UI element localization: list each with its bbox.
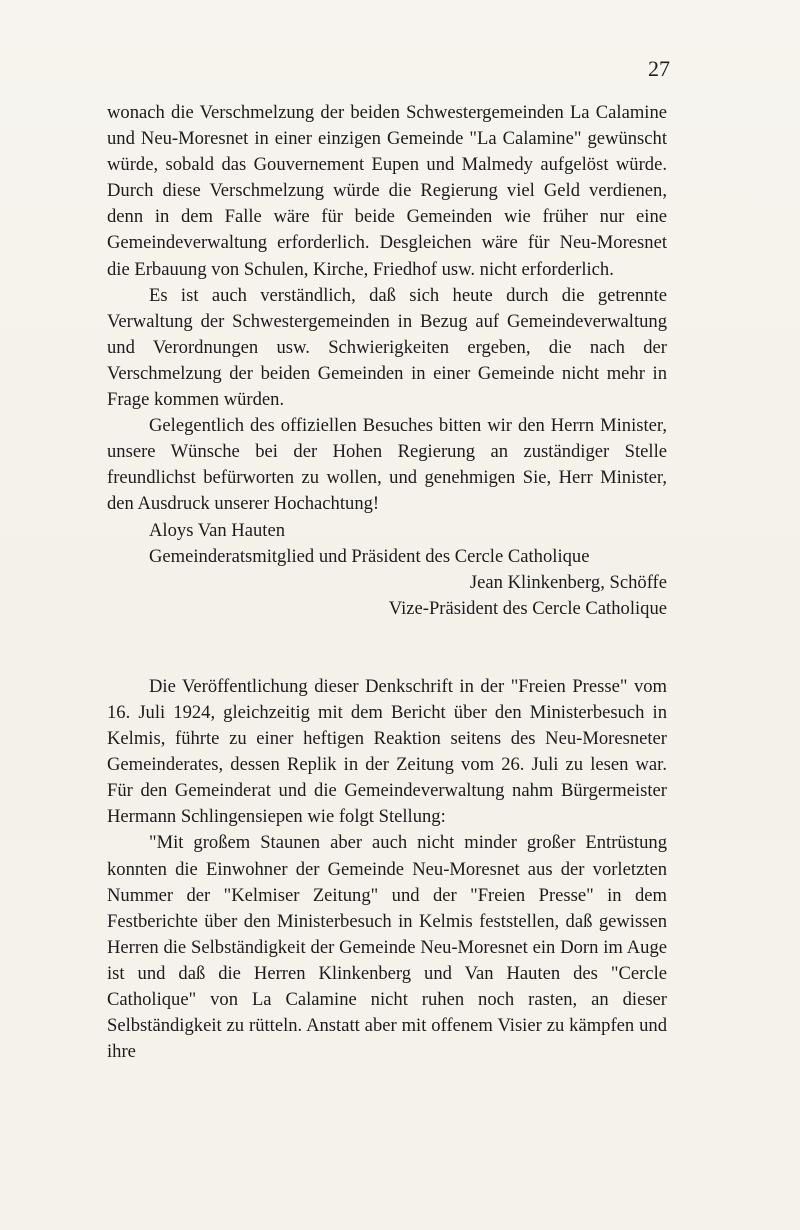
signature-1-title: Gemeinderatsmitglied und Präsident des Cercle Catholique	[149, 545, 590, 567]
signature-1-name: Aloys Van Hauten	[149, 519, 285, 541]
paragraph-4: Die Veröffentlichung dieser Denkschrift in der "Freien Presse" vom 16. Juli 1924, gleichzeitig mit dem Bericht über den Ministerbesuch in Kelmis, führte zu einer heftigen Reaktion seitens des Neu-Moresneter Gemeinderates, dessen Replik in der Zeitung vom 26. Juli zu lesen war. Für den Gemeinderat und die Gemeindeverwaltung nahm Bürgermeister Hermann Schlingensiepen wie folgt Stellung:	[107, 675, 667, 828]
section-gap	[107, 622, 667, 674]
paragraph-5: "Mit großem Staunen aber auch nicht minder großer Entrüstung konnten die Einwohner der Gemeinde Neu-Moresnet aus der vorletzten Nummer der "Kelmiser Zeitung" und der "Freien Presse" in dem Festberichte über den Ministerbesuch in Kelmis feststellen, daß gewissen Herren die Selbständigkeit der Gemeinde Neu-Moresnet ein Dorn im Auge ist und daß die Herren Klinkenberg und Van Hauten des "Cercle Catholique" von La Calamine nicht ruhen noch rasten, an dieser Selbständigkeit zu rütteln. Anstatt aber mit offenem Visier zu kämpfen und ihre	[107, 832, 667, 1063]
signature-2-title: Vize-Präsident des Cercle Catholique	[388, 597, 667, 619]
paragraph-2: Es ist auch verständlich, daß sich heute durch die getrennte Verwaltung der Schwestergemeinden in Bezug auf Gemeindeverwaltung und Verordnungen usw. Schwierigkeiten ergeben, die nach der Verschmelzung der beiden Gemeinden in einer Gemeinde nicht mehr in Frage kommen würden.	[107, 284, 667, 411]
paragraph-1: wonach die Verschmelzung der beiden Schwestergemeinden La Calamine und Neu-Moresnet in einer einzigen Gemeinde "La Calamine" gewünscht würde, sobald das Gouvernement Eupen und Malmedy aufgelöst würde. Durch diese Verschmelzung würde die Regierung viel Geld verdienen, denn in dem Falle wäre für beide Gemeinden wie früher nur eine Gemeindeverwaltung erforderlich. Desgleichen wäre für Neu-Moresnet die Erbauung von Schulen, Kirche, Friedhof usw. nicht erforderlich.	[107, 102, 667, 280]
paragraph-3: Gelegentlich des offiziellen Besuches bitten wir den Herrn Minister, unsere Wünsche bei der Hohen Regierung an zuständiger Stelle freundlichst befürworten zu wollen, und genehmigen Sie, Herr Minister, den Ausdruck unserer Hochachtung!	[107, 415, 667, 515]
signature-2-name: Jean Klinkenberg, Schöffe	[469, 571, 667, 593]
body-text	[107, 100, 667, 1065]
page-number: 27	[648, 56, 670, 81]
